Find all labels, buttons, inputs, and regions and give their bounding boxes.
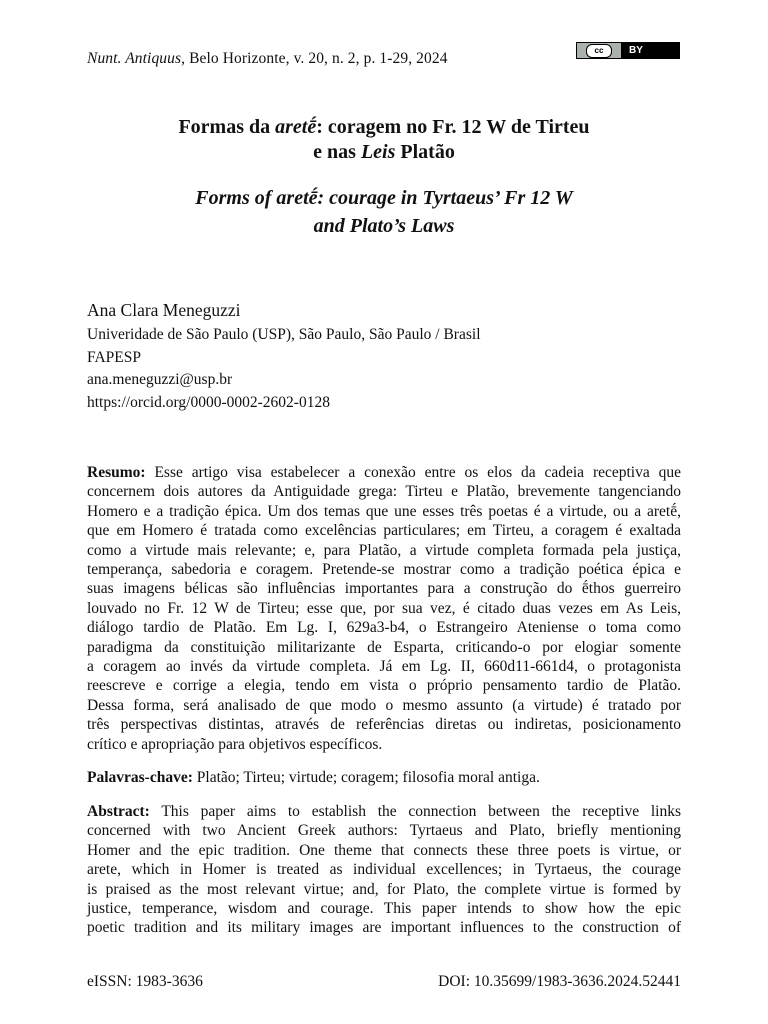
running-head (87, 50, 448, 68)
abstract-line: is praised as the most relevant virtue; and, for Plato, the complete virtue is formed by (87, 880, 681, 898)
footer-issn: eISSN: 1983-3636 (87, 973, 203, 990)
abstract-label: Abstract: (87, 803, 150, 820)
resumo-line: suas imagens bélicas são influências importantes para a construção do ḗthos guerreiro (87, 580, 681, 598)
resumo-line: a coragem ao invés da virtude completa. Já em Lg. II, 660d11-661d4, o protagonista (87, 658, 681, 676)
resumo-line: reescreve e corrige a elegia, tendo em vista o próprio pensamento tardio de Platão. (87, 677, 681, 695)
author-name: Ana Clara Meneguzzi (87, 300, 241, 320)
resumo-line: temperança, sabedoria e coragem. Pretende-se mostrar como a tradição poética épica e (87, 561, 681, 579)
resumo-line: Dessa forma, será analisado de que modo o mesmo assunto (a virtude) é tratado por (87, 696, 681, 714)
abstract-line: concerned with two Ancient Greek authors: Tyrtaeus and Plato, briefly mentioning (87, 822, 681, 840)
keywords-line (87, 768, 681, 787)
abstract-line: Abstract: This paper aims to establish the connection between the receptive links (87, 803, 681, 820)
title-pt-line-1: Formas da aretḗ: coragem no Fr. 12 W de Tirteu (178, 116, 590, 138)
journal-name: Nunt. Antiquus (87, 50, 182, 67)
title-leis: Leis (360, 141, 396, 163)
cc-logo (577, 43, 621, 58)
title-greek-term: aretḗ (275, 116, 317, 138)
resumo-line: crítico e apropriação para objetivos específicos. (87, 735, 383, 753)
article-title-portuguese (0, 115, 768, 165)
cc-icon: cc (586, 44, 612, 58)
title-en-line-1: Forms of aretḗ: courage in Tyrtaeus’ Fr 12 W (195, 187, 573, 209)
resumo-line: diálogo tardio de Platão. Em Lg. I, 629a3-b4, o Estrangeiro Ateniense o toma como (87, 619, 681, 637)
resumo-label: Resumo: (87, 464, 146, 481)
abstract-line: arete, which in Homer is treated as individual excellences; in Tyrtaeus, the courage (87, 861, 681, 879)
resumo-line: louvado no Fr. 12 W de Tirteu; esse que, por sua vez, é citado duas vezes em As Leis, (87, 599, 681, 617)
resumo-paragraph (87, 463, 681, 754)
journal-citation: , Belo Horizonte, v. 20, n. 2, p. 1-29, 2024 (181, 50, 448, 67)
resumo-line: Homero e a tradição épica. Um dos temas que une esses três poetas é a virtude, ou a aretḗ, (87, 502, 681, 520)
abstract-line: justice, temperance, wisdom and courage. This paper intends to show how the epic (87, 900, 681, 918)
keywords-text: Platão; Tirteu; virtude; coragem; filosofia moral antiga. (192, 769, 540, 786)
resumo-line: três perspectivas distintas, através de referências diretas ou indiretas, posicionamento (87, 716, 681, 734)
author-orcid-link[interactable]: https://orcid.org/0000-0002-2602-0128 (87, 393, 330, 411)
by-label: BY (621, 43, 679, 58)
article-title-english (0, 184, 768, 240)
title-en-line-2: and Plato’s Laws (313, 215, 455, 237)
keywords-paragraph (87, 768, 681, 787)
abstract-paragraph (87, 802, 681, 938)
author-info (87, 298, 481, 414)
resumo-line: Resumo: Esse artigo visa estabelecer a conexão entre os elos da cadeia receptiva que (87, 464, 681, 481)
author-funding: FAPESP (87, 348, 141, 366)
abstract-line: poetic tradition and its military images are important influences to the construction of (87, 919, 681, 937)
resumo-line: paradigma da constituição militarizante de Esparta, criticando-o por elogiar somente (87, 638, 681, 656)
footer-doi[interactable]: DOI: 10.35699/1983-3636.2024.52441 (438, 973, 681, 990)
cc-by-license-badge[interactable] (576, 42, 680, 59)
author-affiliation: Univeridade de São Paulo (USP), São Paulo, São Paulo / Brasil (87, 326, 481, 343)
author-email[interactable]: ana.meneguzzi@usp.br (87, 371, 233, 388)
resumo-line: como a virtude mais relevante; e, para Platão, a virtude completa formada pela justiça, (87, 541, 681, 559)
abstract-line: Homer and the epic tradition. One theme that connects these three poets is virtue, or (87, 841, 681, 859)
resumo-line: concernem dois autores da Antiguidade grega: Tirteu e Platão, brevemente tangenciando (87, 483, 681, 501)
title-pt-line-2: e nas Leis Platão (313, 141, 455, 163)
resumo-line: que em Homero é tratada como excelências particulares; em Tirteu, a coragem é exaltada (87, 522, 681, 540)
keywords-label: Palavras-chave: (87, 769, 193, 786)
